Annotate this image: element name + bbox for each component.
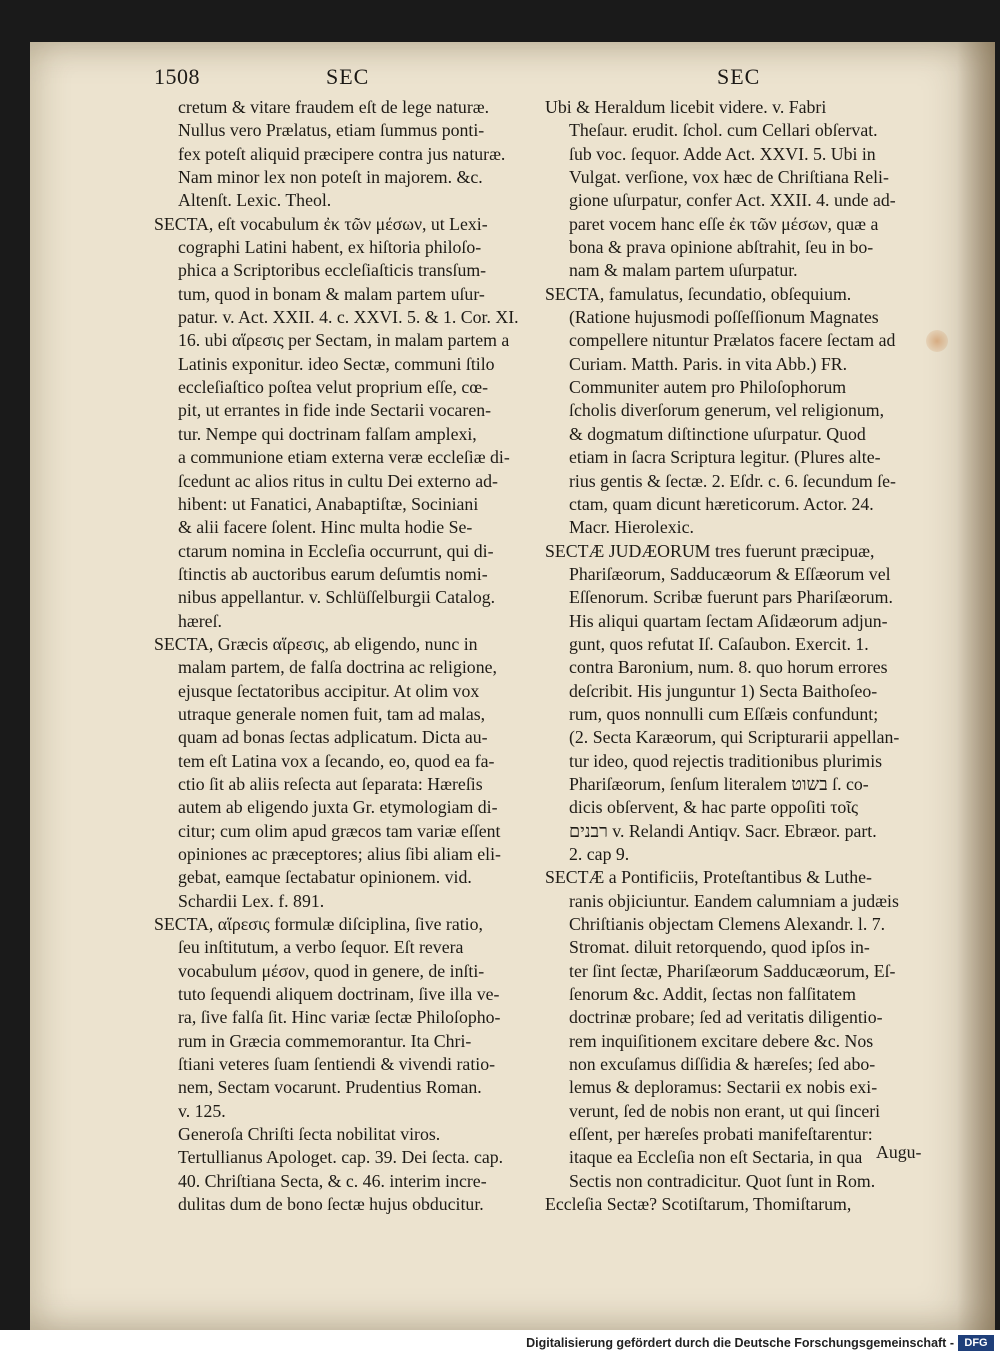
text-line: tur. Nempe qui doctrinam falſam amplexi, <box>178 423 477 444</box>
text-line: Schardii Lex. f. 891. <box>178 890 325 911</box>
text-line: Phariſæorum, Sadducæorum & Eſſæorum vel <box>569 563 891 584</box>
text-line: ſub voc. ſequor. Adde Act. XXVI. 5. Ubi in <box>569 143 876 164</box>
text-line: ranis objiciuntur. Eandem calumniam a judæis <box>569 890 899 911</box>
text-line: doctrinæ probare; ſed ad veritatis diligentio- <box>569 1007 883 1028</box>
text-line: non excuſamus diſſidia & hæreſes; ſed abo- <box>569 1054 876 1075</box>
text-line: ſtinctis ab auctoribus earum deſumtis nomi- <box>178 563 488 584</box>
text-line: Sectis non contradicitur. Quot ſunt in Rom. <box>569 1170 876 1191</box>
text-line: ejusque ſectatoribus accipitur. At olim vox <box>178 680 480 701</box>
catchword: Augu- <box>876 1142 922 1162</box>
text-line: SECTÆ a Pontificiis, Proteſtantibus & Luthe- <box>545 867 872 888</box>
funding-notice: Digitalisierung gefördert durch die Deutsche Forschungsgemeinschaft - <box>526 1336 954 1350</box>
text-line: gebat, eamque ſectabatur opinionem. vid. <box>178 867 472 888</box>
text-line: ſcedunt ac alios ritus in cultu Dei externo ad- <box>178 470 498 491</box>
text-line: malam partem, de falſa doctrina ac religione, <box>178 657 497 678</box>
text-line: Generoſa Chriſti ſecta nobilitat viros. <box>178 1124 441 1145</box>
right-running-head: SEC <box>717 64 761 89</box>
text-line: utraque generale nomen fuit, tam ad malas, <box>178 703 486 724</box>
text-line: SECTA, Græcis αἵρεσις, ab eligendo, nunc in <box>154 633 478 654</box>
text-line: autem ab eligendo juxta Gr. etymologiam di- <box>178 797 498 818</box>
text-line: ter ſint ſectæ, Phariſæorum Sadducæorum, Eſ- <box>569 960 896 981</box>
text-line: vocabulum μέσον, quod in genere, de inſti- <box>178 960 485 981</box>
left-text-column <box>154 96 530 1217</box>
text-line: paret vocem hanc eſſe ἐκ τῶν μέσων, quæ a <box>569 213 879 234</box>
text-line: 2. cap 9. <box>569 844 630 864</box>
left-running-head: SEC <box>326 64 370 89</box>
text-line: Tertullianus Apologet. cap. 39. Dei ſecta. cap. <box>178 1147 504 1168</box>
text-line: ra, ſive falſa ſit. Hinc variæ ſectæ Philoſopho- <box>178 1007 501 1028</box>
text-line: nem, Sectam vocarunt. Prudentius Roman. <box>178 1077 482 1098</box>
text-line: v. 125. <box>178 1100 226 1121</box>
text-line: Stromat. diluit retorquendo, quod ipſos in- <box>569 937 870 958</box>
text-line: pit, ut errantes in fide inde Sectarii vocaren- <box>178 400 492 421</box>
text-line: quam ad bonas ſectas adplicatum. Dicta au- <box>178 727 488 748</box>
text-line: SECTA, αἵρεσις formulæ diſciplina, ſive ratio, <box>154 914 483 935</box>
dfg-logo[interactable]: DFG <box>958 1335 994 1351</box>
text-line: tem eſt Latina vox a ſecando, eo, quod ea fa- <box>178 750 495 771</box>
text-line: Communiter autem pro Philoſophorum <box>569 377 847 398</box>
text-line: eccleſiaſtico poſtea velut proprium eſſe, cœ- <box>178 377 489 398</box>
text-line: rius gentis & ſectæ. 2. Eſdr. c. 6. ſecundum ſe- <box>569 470 896 491</box>
text-line: lemus & deploramus: Sectarii ex nobis exi- <box>569 1077 878 1098</box>
text-line: Vulgat. verſione, vox hæc de Chriſtiana Reli- <box>569 167 889 188</box>
text-line: a communione etiam externa veræ eccleſiæ di- <box>178 447 510 468</box>
text-line: tuto ſequendi aliquem doctrinam, ſive illa ve- <box>178 984 500 1005</box>
text-line: Nullus vero Prælatus, etiam ſummus ponti- <box>178 120 485 141</box>
paper-stain <box>926 330 948 352</box>
text-line: itaque ea Eccleſia non eſt Sectaria, in qua <box>569 1147 863 1168</box>
text-line: bona & prava opinione abſtrahit, ſeu in bo- <box>569 237 874 258</box>
text-line: verunt, ſed de nobis non erant, ut qui ſinceri <box>569 1100 881 1121</box>
right-text-column <box>545 96 913 1217</box>
text-line: SECTÆ JUDÆORUM tres fuerunt præcipuæ, <box>545 540 875 561</box>
text-line: (Ratione hujusmodi poſſeſſionum Magnates <box>569 307 879 328</box>
text-line: cographi Latini habent, ex hiſtoria philoſo- <box>178 237 482 258</box>
text-line: רבנים v. Relandi Antiqv. Sacr. Ebræor. part. <box>569 820 877 841</box>
text-line: ctio ſit ab aliis reſecta aut ſeparata: Hæreſis <box>178 773 483 794</box>
text-line: Ubi & Heraldum licebit videre. v. Fabri <box>545 97 827 117</box>
text-line: Curiam. Matth. Paris. in vita Abb.) FR. <box>569 353 848 374</box>
text-line: His aliqui quartam ſectam Aſidæorum adjun- <box>569 610 888 631</box>
text-line: 16. ubi αἵρεσις per Sectam, in malam partem a <box>178 330 510 351</box>
text-line: cretum & vitare fraudem eſt de lege naturæ. <box>178 97 490 117</box>
text-line: rum in Græcia commemorantur. Ita Chri- <box>178 1030 472 1051</box>
text-line: phica a Scriptoribus eccleſiaſticis transſum- <box>178 260 487 281</box>
text-line: ſtiani veteres ſuam ſentiendi & vivendi ratio- <box>178 1054 496 1075</box>
text-line: Eſſenorum. Scribæ fuerunt pars Phariſæorum. <box>569 587 893 608</box>
text-line: etiam in ſacra Scriptura legitur. (Plures alte- <box>569 447 881 468</box>
text-line: tur ideo, quod rejectis traditionibus plurimis <box>569 750 883 771</box>
text-line: Macr. Hierolexic. <box>569 517 694 538</box>
text-line: deſcribit. His junguntur 1) Secta Baithoſeo- <box>569 680 878 701</box>
digitization-footer <box>0 1330 1000 1358</box>
text-line: rum, quos nonnulli cum Eſſæis confundunt; <box>569 703 879 724</box>
text-line: Phariſæorum, ſenſum literalem בשוט ſ. co- <box>569 773 869 794</box>
text-line: & alii facere ſolent. Hinc multa hodie Se- <box>178 517 473 538</box>
text-line: Altenſt. Lexic. Theol. <box>178 190 332 211</box>
text-line: ctam, quam dicunt hæreticorum. Actor. 24. <box>569 493 874 514</box>
text-line: ſenorum &c. Addit, ſectas non falſitatem <box>569 984 856 1005</box>
text-line: gione uſurpatur, confer Act. XXII. 4. unde ad- <box>569 190 896 211</box>
text-line: ſeu inſtitutum, a verbo ſequor. Eſt revera <box>178 937 464 958</box>
text-line: ſcholis diverſorum generum, vel religionum, <box>569 400 885 421</box>
text-line: Chriſtianis objectam Clemens Alexandr. l. 7. <box>569 914 886 935</box>
text-line: hibent: ut Fanatici, Anabaptiſtæ, Sociniani <box>178 493 479 514</box>
text-line: Nam minor lex non poteſt in majorem. &c. <box>178 167 483 188</box>
text-line: hæreſ. <box>178 610 222 631</box>
text-line: tum, quod in bonam & malam partem uſur- <box>178 283 485 304</box>
text-line: opiniones ac præceptores; alius ſibi aliam eli- <box>178 844 501 864</box>
text-line: compellere nituntur Prælatos facere ſectam ad <box>569 330 896 351</box>
text-line: patur. v. Act. XXII. 4. c. XXVI. 5. & 1. Cor. XI. <box>178 307 519 328</box>
text-line: nam & malam partem uſurpatur. <box>569 260 798 281</box>
text-line: citur; cum olim apud græcos tam variæ eſſent <box>178 820 501 841</box>
text-line: rem inquiſitionem excitare debere &c. Nos <box>569 1030 874 1051</box>
text-line: Eccleſia Sectæ? Scotiſtarum, Thomiſtarum, <box>545 1194 852 1215</box>
text-line: (2. Secta Karæorum, qui Scripturarii appellan- <box>569 727 900 748</box>
text-line: gunt, quos refutat Iſ. Caſaubon. Exercit. 1. <box>569 633 869 654</box>
text-line: ctarum nomina in Eccleſia occurrunt, qui di- <box>178 540 494 561</box>
text-line: 40. Chriſtiana Secta, & c. 46. interim incre- <box>178 1170 487 1191</box>
text-line: contra Baronium, num. 8. quo horum errores <box>569 657 888 678</box>
text-line: & dogmatum diſtinctione uſurpatur. Quod <box>569 423 866 444</box>
text-line: SECTA, eſt vocabulum ἐκ τῶν μέσων, ut Lexi- <box>154 213 488 234</box>
text-line: fex poteſt aliquid præcipere contra jus naturæ. <box>178 143 506 164</box>
text-line: Theſaur. erudit. ſchol. cum Cellari obſervat. <box>569 120 878 141</box>
page-number: 1508 <box>154 64 200 89</box>
text-line: dicis obſervent, & hac parte oppoſiti τοῖς <box>569 797 859 818</box>
text-line: dulitas dum de bono ſectæ hujus obducitur. <box>178 1194 484 1215</box>
text-line: SECTA, famulatus, ſecundatio, obſequium. <box>545 283 852 304</box>
running-header <box>0 64 1000 96</box>
text-line: nibus appellantur. v. Schlüſſelburgii Catalog. <box>178 587 496 608</box>
text-line: eſſent, per hæreſes probati manifeſtarentur: <box>569 1124 873 1145</box>
text-line: Latinis exponitur. ideo Sectæ, communi ſtilo <box>178 353 495 374</box>
